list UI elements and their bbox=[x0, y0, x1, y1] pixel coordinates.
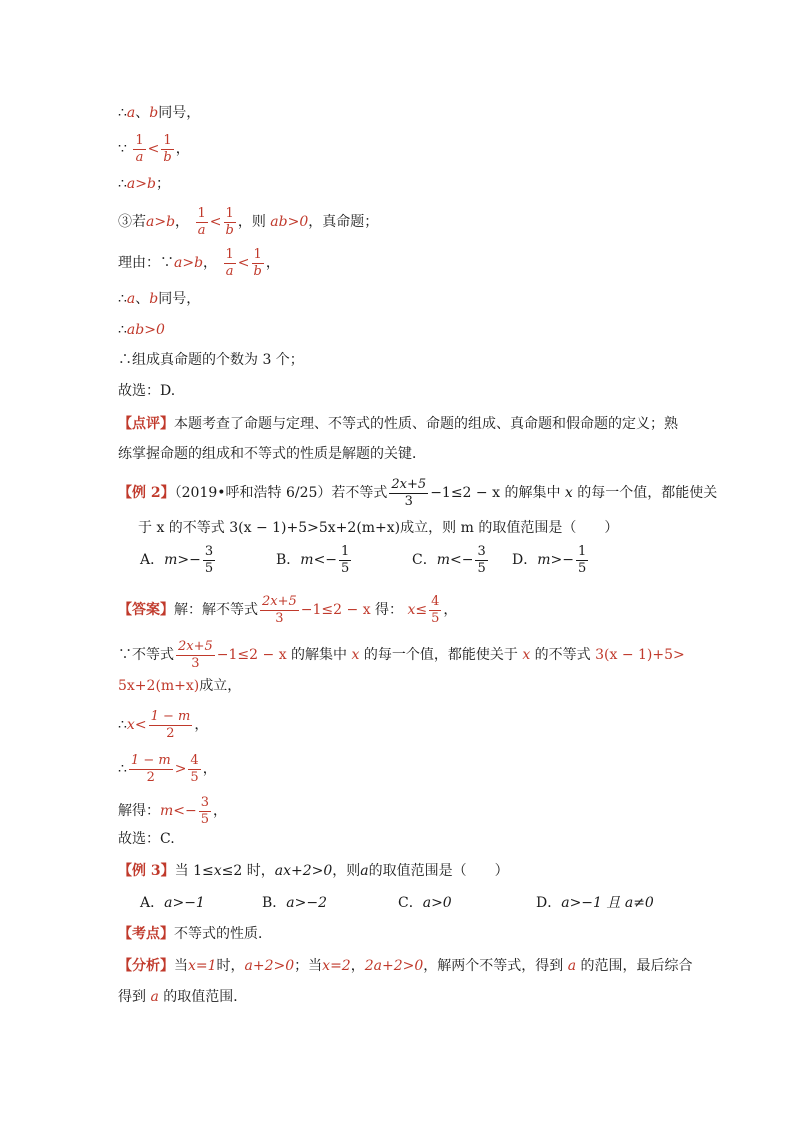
fraction-1-minus-m-over-2 bbox=[129, 754, 173, 784]
option-label: C． bbox=[398, 895, 423, 911]
option-label: A． bbox=[140, 552, 165, 569]
count-text: 组成真命题的个数为 3 个； bbox=[132, 352, 304, 368]
because-symbol: ∵ bbox=[118, 141, 127, 158]
less-than-sign: < bbox=[209, 214, 222, 231]
fraction-numerator: 4 bbox=[431, 594, 440, 609]
fraction-denominator: 5 bbox=[204, 560, 214, 576]
fraction-numerator: 1 − m bbox=[150, 709, 191, 724]
fraction-numerator: 1 bbox=[135, 133, 144, 148]
fraction-denominator: 3 bbox=[404, 493, 413, 509]
fraction-numerator: 1 bbox=[197, 206, 206, 221]
fraction-denominator: 5 bbox=[341, 560, 350, 576]
analysis-text: 得到 bbox=[118, 989, 146, 1005]
less-than-sign: < bbox=[147, 141, 160, 158]
analysis-text: 当 bbox=[174, 958, 188, 974]
condition: x=1 bbox=[188, 958, 217, 974]
relation: >− bbox=[177, 552, 201, 569]
answer-tag: 【答案】 bbox=[118, 602, 174, 619]
fraction-denominator: 3 bbox=[275, 610, 284, 626]
var-x: x bbox=[213, 863, 222, 879]
option-value: a>−1 bbox=[164, 895, 205, 911]
fraction-denominator: a bbox=[225, 263, 234, 279]
option-label: A． bbox=[140, 895, 165, 911]
line-reason bbox=[118, 248, 280, 278]
fraction-denominator: 3 bbox=[191, 655, 200, 671]
fraction-1-minus-m-over-2 bbox=[149, 710, 193, 740]
fraction-1-over-a bbox=[133, 134, 145, 164]
fraction-numerator: 1 bbox=[163, 133, 172, 148]
line-proposition-3 bbox=[118, 207, 378, 237]
choice-text: 故选：C. bbox=[118, 831, 175, 847]
fraction-denominator: b bbox=[163, 149, 172, 165]
line-ab-gt-0 bbox=[118, 323, 165, 337]
comment-line-2 bbox=[118, 447, 426, 461]
example-3-options bbox=[140, 896, 654, 910]
line-count bbox=[118, 353, 304, 367]
fraction-3-over-5 bbox=[199, 796, 211, 826]
option-value: a>−1 且 a≠0 bbox=[561, 895, 654, 911]
comment-line-1 bbox=[118, 417, 678, 431]
answer-text: 的每一个值，都能使关于 bbox=[363, 647, 518, 664]
comment-text: 本题考查了命题与定理、不等式的性质、命题的组成、真命题和假命题的定义；熟 bbox=[174, 416, 678, 432]
answer-text: 得： bbox=[375, 602, 404, 619]
because-symbol: ∵ bbox=[160, 255, 174, 272]
result-inequality: x≤ bbox=[407, 602, 428, 619]
inequality: m<− bbox=[160, 803, 197, 820]
comment-text: 练掌握命题的组成和不等式的性质是解题的关键． bbox=[118, 446, 426, 462]
condition: x=2 bbox=[322, 958, 351, 974]
fraction-2x-plus-5-over-3 bbox=[260, 595, 299, 625]
fraction-4-over-5 bbox=[188, 754, 200, 784]
var-b: b bbox=[149, 291, 159, 307]
option-value: a>0 bbox=[422, 895, 452, 911]
option-c[interactable] bbox=[398, 896, 536, 910]
analysis-line-2 bbox=[118, 990, 247, 1004]
answer-line-2 bbox=[118, 640, 685, 670]
analysis-text: 的取值范围． bbox=[163, 989, 248, 1005]
option-label: D． bbox=[512, 552, 538, 569]
option-a[interactable] bbox=[140, 545, 276, 575]
condition: 2a+2>0 bbox=[364, 958, 424, 974]
fraction-2x-plus-5-over-3 bbox=[176, 640, 215, 670]
var-x: x bbox=[564, 485, 573, 502]
analysis-tag: 【分析】 bbox=[118, 958, 174, 974]
option-b[interactable] bbox=[276, 545, 412, 575]
separator: 、 bbox=[135, 291, 150, 307]
example-2-options bbox=[140, 545, 590, 575]
inequality: 3(x − 1)+5> bbox=[595, 647, 685, 664]
line-same-sign-2 bbox=[118, 292, 200, 306]
option-label: B． bbox=[262, 895, 287, 911]
line-same-sign-1 bbox=[118, 106, 200, 120]
fraction-numerator: 1 bbox=[577, 544, 587, 559]
fraction-numerator: 1 − m bbox=[130, 753, 171, 768]
fraction-1-over-a bbox=[224, 248, 236, 278]
line-reciprocal-condition-1 bbox=[118, 134, 190, 164]
less-than-sign: < bbox=[237, 255, 250, 272]
condition-a-gt-b: a>b bbox=[146, 214, 176, 231]
fraction-denominator: 5 bbox=[190, 769, 199, 785]
punctuation: ， bbox=[443, 602, 458, 619]
expression: ax+2>0 bbox=[274, 863, 333, 879]
fraction-numerator: 3 bbox=[204, 544, 214, 559]
option-label: D． bbox=[536, 895, 562, 911]
line-text: 同号， bbox=[158, 105, 201, 121]
separator: ， bbox=[203, 255, 218, 272]
because-symbol: ∵ bbox=[118, 647, 132, 664]
fraction-numerator: 3 bbox=[477, 544, 486, 559]
var-a: a bbox=[126, 291, 136, 307]
inequality: −1≤2 − x bbox=[216, 647, 287, 664]
analysis-text: ，解两个不等式，得到 bbox=[423, 958, 564, 974]
example-source: （2019•呼和浩特 6/25）若不等式 bbox=[174, 485, 388, 502]
option-fraction bbox=[475, 545, 487, 575]
fraction-1-over-a bbox=[196, 207, 208, 237]
answer-text: 的解集中 bbox=[291, 647, 348, 664]
var-a: a bbox=[150, 989, 159, 1005]
example-tag: 【例 2】 bbox=[118, 485, 175, 502]
punctuation: ， bbox=[213, 803, 228, 820]
point-text: 不等式的性质． bbox=[174, 926, 272, 942]
answer-line-5 bbox=[118, 754, 217, 784]
fraction-numerator: 3 bbox=[200, 795, 210, 810]
point-tag: 【考点】 bbox=[118, 926, 174, 942]
line-text: 同号， bbox=[158, 291, 201, 307]
option-label: B． bbox=[276, 552, 301, 569]
var-x: x bbox=[351, 647, 360, 664]
fraction-numerator: 2x+5 bbox=[178, 639, 213, 654]
relation: <− bbox=[450, 552, 474, 569]
fraction-numerator: 1 bbox=[225, 206, 234, 221]
answer-line-4 bbox=[118, 710, 208, 740]
analysis-text: 时， bbox=[216, 958, 245, 974]
var-a: a bbox=[567, 958, 577, 974]
fraction-denominator: 5 bbox=[431, 610, 440, 626]
fraction-denominator: 5 bbox=[200, 811, 210, 827]
therefore-symbol: ∴ bbox=[118, 761, 127, 778]
relation: >− bbox=[550, 552, 574, 569]
answer-line-6 bbox=[118, 796, 227, 826]
therefore-symbol: ∴ bbox=[118, 105, 127, 121]
punctuation: ， bbox=[202, 761, 217, 778]
relation: <− bbox=[313, 552, 338, 569]
separator: 、 bbox=[135, 105, 150, 121]
fraction-denominator: b bbox=[225, 222, 234, 238]
conclusion-ab-gt-0: ab>0 bbox=[270, 214, 309, 231]
therefore-symbol: ∴ bbox=[118, 352, 132, 368]
analysis-text: ， bbox=[350, 958, 365, 974]
example-text: ≤2 时， bbox=[221, 863, 275, 879]
analysis-text: 的范围，最后综合 bbox=[580, 958, 693, 974]
line-text: 的每一个值，都能使关 bbox=[577, 485, 718, 502]
option-fraction bbox=[576, 545, 588, 575]
option-d[interactable] bbox=[536, 896, 654, 910]
then-text: ，则 bbox=[237, 214, 266, 231]
reason-label: 理由： bbox=[118, 255, 160, 272]
fraction-denominator: 2 bbox=[146, 769, 155, 785]
therefore-symbol: ∴ bbox=[118, 717, 127, 734]
var-b: b bbox=[149, 105, 159, 121]
separator: ， bbox=[175, 214, 190, 231]
example-tag: 【例 3】 bbox=[118, 863, 175, 879]
fraction-denominator: a bbox=[135, 149, 144, 165]
var-a: a bbox=[360, 863, 369, 879]
example-3-line-1 bbox=[118, 864, 509, 878]
var-a: a bbox=[126, 105, 136, 121]
condition: a+2>0 bbox=[244, 958, 295, 974]
answer-text: 成立， bbox=[199, 678, 242, 694]
answer-text: 不等式 bbox=[132, 647, 174, 664]
option-c[interactable] bbox=[412, 545, 512, 575]
option-fraction bbox=[203, 545, 215, 575]
fraction-denominator: a bbox=[197, 222, 206, 238]
point-line bbox=[118, 927, 272, 941]
punctuation: ， bbox=[265, 255, 280, 272]
therefore-symbol: ∴ bbox=[118, 291, 127, 307]
option-b[interactable] bbox=[262, 896, 398, 910]
example-text: 的取值范围是（ ） bbox=[368, 863, 509, 879]
inequality: x< bbox=[126, 717, 147, 734]
fraction-denominator: 5 bbox=[477, 560, 486, 576]
punctuation: ， bbox=[194, 717, 209, 734]
example-2-line-2 bbox=[138, 521, 618, 535]
fraction-numerator: 2x+5 bbox=[391, 477, 427, 492]
fraction-denominator: 2 bbox=[166, 725, 175, 741]
fraction-4-over-5 bbox=[429, 595, 441, 625]
var-x: x bbox=[522, 647, 531, 664]
example-text: ，则 bbox=[332, 863, 361, 879]
expression: ab>0 bbox=[126, 322, 165, 338]
option-a[interactable] bbox=[140, 896, 262, 910]
condition-a-gt-b: a>b bbox=[174, 255, 204, 272]
answer-line-1 bbox=[118, 595, 457, 625]
var-m: m bbox=[436, 552, 450, 569]
inequality: 5x+2(m+x) bbox=[118, 678, 200, 694]
punctuation: ； bbox=[155, 176, 170, 192]
analysis-text: ；当 bbox=[294, 958, 323, 974]
analysis-line-1 bbox=[118, 959, 693, 973]
option-value: a>−2 bbox=[286, 895, 328, 911]
fraction-denominator: b bbox=[253, 263, 262, 279]
fraction-numerator: 1 bbox=[253, 247, 262, 262]
answer-text: 的不等式 bbox=[534, 647, 591, 664]
line-a-gt-b bbox=[118, 177, 170, 191]
expression: a>b bbox=[126, 176, 156, 192]
fraction-1-over-b bbox=[252, 248, 264, 278]
line-choice-d bbox=[118, 384, 175, 398]
inequality: −1≤2 − x bbox=[300, 602, 371, 619]
fraction-numerator: 2x+5 bbox=[262, 594, 297, 609]
option-fraction bbox=[339, 545, 351, 575]
fraction-numerator: 1 bbox=[341, 544, 350, 559]
proposition-prefix: ③若 bbox=[118, 214, 146, 231]
therefore-symbol: ∴ bbox=[118, 176, 127, 192]
answer-text: 解得： bbox=[118, 803, 160, 820]
example-text: 当 1≤ bbox=[174, 863, 214, 879]
option-label: C． bbox=[412, 552, 437, 569]
line-text: 的解集中 bbox=[504, 485, 561, 502]
inequality: −1≤2 − x bbox=[430, 485, 500, 502]
greater-than-sign: > bbox=[174, 761, 187, 778]
var-m: m bbox=[164, 552, 178, 569]
fraction-2x-plus-5-over-3 bbox=[389, 478, 428, 508]
var-m: m bbox=[537, 552, 551, 569]
answer-line-3 bbox=[118, 679, 241, 693]
comment-tag: 【点评】 bbox=[118, 416, 174, 432]
fraction-numerator: 1 bbox=[225, 247, 234, 262]
fraction-denominator: 5 bbox=[577, 560, 587, 576]
true-proposition-text: ，真命题； bbox=[308, 214, 379, 231]
fraction-numerator: 4 bbox=[190, 753, 199, 768]
example-text: 于 x 的不等式 3(x − 1)+5>5x+2(m+x)成立，则 m 的取值范围是（ ） bbox=[138, 520, 619, 536]
therefore-symbol: ∴ bbox=[118, 322, 127, 338]
example-2-line-1 bbox=[118, 478, 717, 508]
answer-text: 解：解不等式 bbox=[174, 602, 258, 619]
var-m: m bbox=[300, 552, 314, 569]
choice-text: 故选：D. bbox=[118, 383, 176, 399]
answer-line-7 bbox=[118, 832, 175, 846]
punctuation: ， bbox=[175, 141, 190, 158]
fraction-1-over-b bbox=[224, 207, 236, 237]
option-d[interactable] bbox=[512, 545, 590, 575]
fraction-1-over-b bbox=[161, 134, 173, 164]
